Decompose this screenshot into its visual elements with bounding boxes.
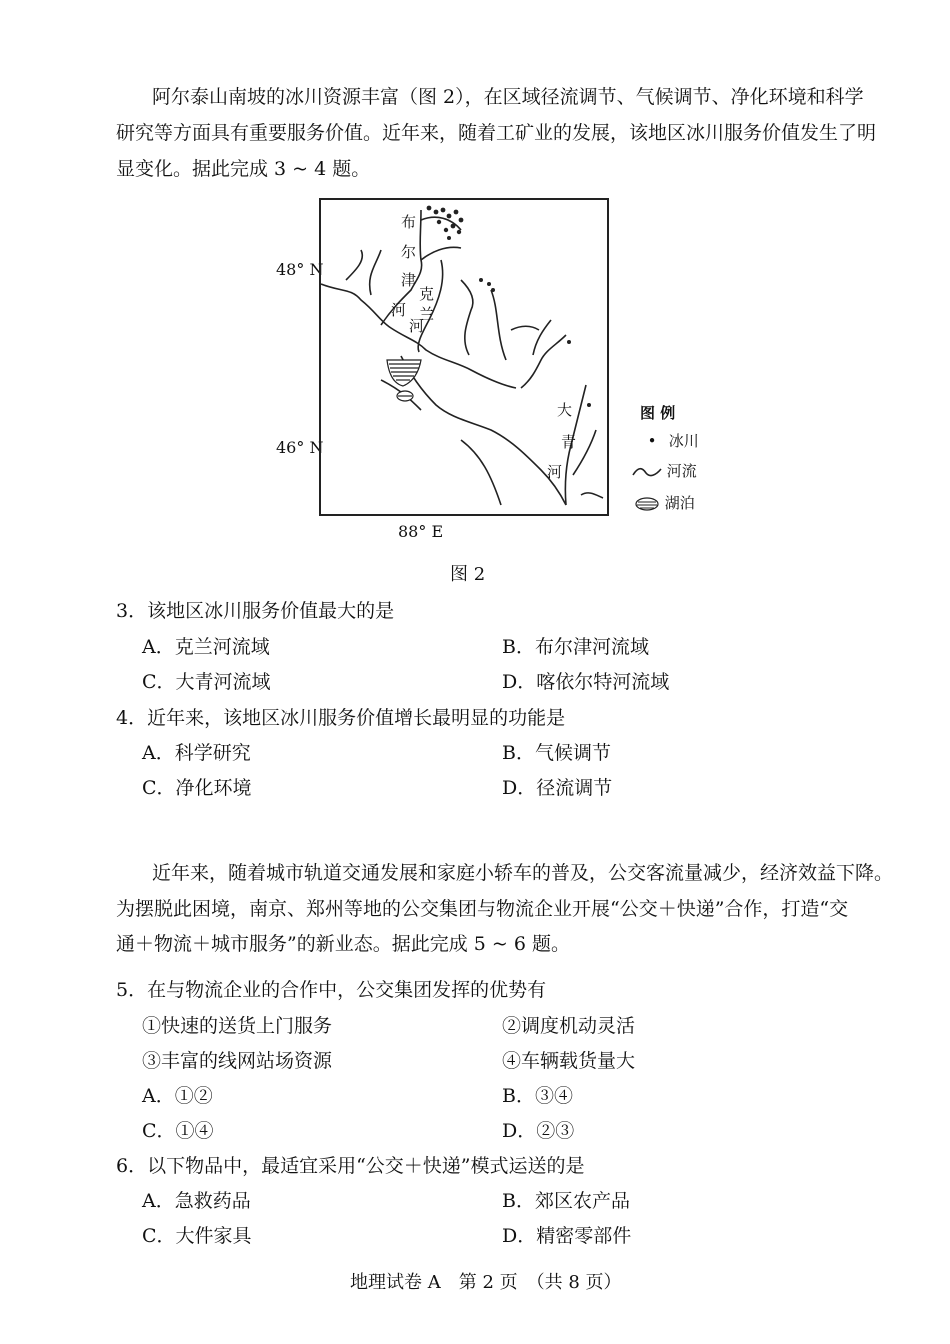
q5-statement-4: ④车辆载货量大: [502, 1050, 636, 1072]
label-buerjin-2: 尔: [401, 243, 417, 261]
q5-option-c[interactable]: C．①④: [142, 1120, 214, 1142]
passage2-line3: 通＋物流＋城市服务”的新业态。据此完成 5 ~ 6 题。: [116, 933, 570, 955]
q6-option-a[interactable]: A．急救药品: [142, 1190, 251, 1212]
q5-option-d[interactable]: D．②③: [502, 1120, 575, 1142]
q5-option-b[interactable]: B．③④: [502, 1085, 573, 1107]
q5-statement-2: ②调度机动灵活: [502, 1015, 636, 1037]
label-kelan-3: 河: [409, 317, 425, 335]
label-kelan-1: 克: [419, 285, 435, 303]
glacier-dot-icon: •: [647, 432, 657, 450]
river-kayierte: [521, 335, 566, 388]
river-line-icon: [632, 465, 662, 479]
q4-option-a[interactable]: A．科学研究: [142, 742, 251, 764]
legend-glacier-label: 冰川: [668, 432, 699, 450]
label-kelan-2: 兰: [419, 305, 435, 323]
passage1-line3: 显变化。据此完成 3 ~ 4 题。: [116, 158, 371, 180]
lon-88-label: 88° E: [398, 522, 444, 541]
label-daqing-2: 青: [561, 433, 577, 451]
q3-option-c[interactable]: C．大青河流域: [142, 671, 271, 693]
label-daqing-1: 大: [557, 401, 573, 419]
q4-option-b[interactable]: B．气候调节: [502, 742, 611, 764]
q5-statement-3: ③丰富的线网站场资源: [142, 1050, 333, 1072]
page-footer: 地理试卷 A 第 2 页 （共 8 页）: [350, 1272, 622, 1293]
legend-lake-label: 湖泊: [664, 494, 695, 512]
q5-option-a[interactable]: A．①②: [142, 1085, 213, 1107]
q3-option-d[interactable]: D．喀依尔特河流域: [502, 671, 670, 693]
q4-option-d[interactable]: D．径流调节: [502, 777, 613, 799]
passage2-line1: 近年来，随着城市轨道交通发展和家庭小轿车的普及，公交客流量减少，经济效益下降。: [152, 862, 894, 884]
passage2-line2: 为摆脱此困境，南京、郑州等地的公交集团与物流企业开展“公交＋快递”合作，打造“交: [116, 898, 849, 920]
lake-icon: [634, 496, 660, 512]
river-lower: [401, 356, 566, 505]
map-frame: [319, 198, 609, 516]
q6-option-d[interactable]: D．精密零部件: [502, 1225, 632, 1247]
passage1-line1: 阿尔泰山南坡的冰川资源丰富（图 2），在区域径流调节、气候调节、净化环境和科学: [152, 86, 864, 108]
q6-option-c[interactable]: C．大件家具: [142, 1225, 252, 1247]
q3-option-b[interactable]: B．布尔津河流域: [502, 636, 649, 658]
glacier-dots: [427, 206, 591, 407]
legend-lake-item: [634, 492, 695, 513]
q4-option-c[interactable]: C．净化环境: [142, 777, 252, 799]
q3-stem: 3．该地区冰川服务价值最大的是: [116, 600, 395, 622]
q6-stem: 6．以下物品中，最适宜采用“公交＋快递”模式运送的是: [116, 1155, 585, 1177]
q5-stem: 5．在与物流企业的合作中，公交集团发挥的优势有: [116, 979, 547, 1001]
q5-statement-1: ①快速的送货上门服务: [142, 1015, 333, 1037]
legend-title: 图 例: [640, 404, 676, 422]
legend-river-label: 河流: [666, 462, 697, 480]
lat-46-label: 46° N: [276, 438, 324, 457]
q6-option-b[interactable]: B．郊区农产品: [502, 1190, 630, 1212]
figure-caption: 图 2: [450, 564, 486, 585]
legend-river-item: [632, 460, 697, 481]
passage1-line2: 研究等方面具有重要服务价值。近年来，随着工矿业的发展，该地区冰川服务价值发生了明: [116, 122, 877, 144]
label-buerjin-1: 布: [401, 213, 417, 231]
river-map: [321, 200, 607, 514]
q4-stem: 4．近年来，该地区冰川服务价值增长最明显的功能是: [116, 707, 566, 729]
legend-glacier-item: [640, 430, 699, 451]
label-daqing-3: 河: [547, 463, 563, 481]
lat-48-label: 48° N: [276, 260, 324, 279]
label-buerjin-3: 津: [401, 271, 417, 289]
label-buerjin-4: 河: [391, 301, 407, 319]
q3-option-a[interactable]: A．克兰河流域: [142, 636, 270, 658]
